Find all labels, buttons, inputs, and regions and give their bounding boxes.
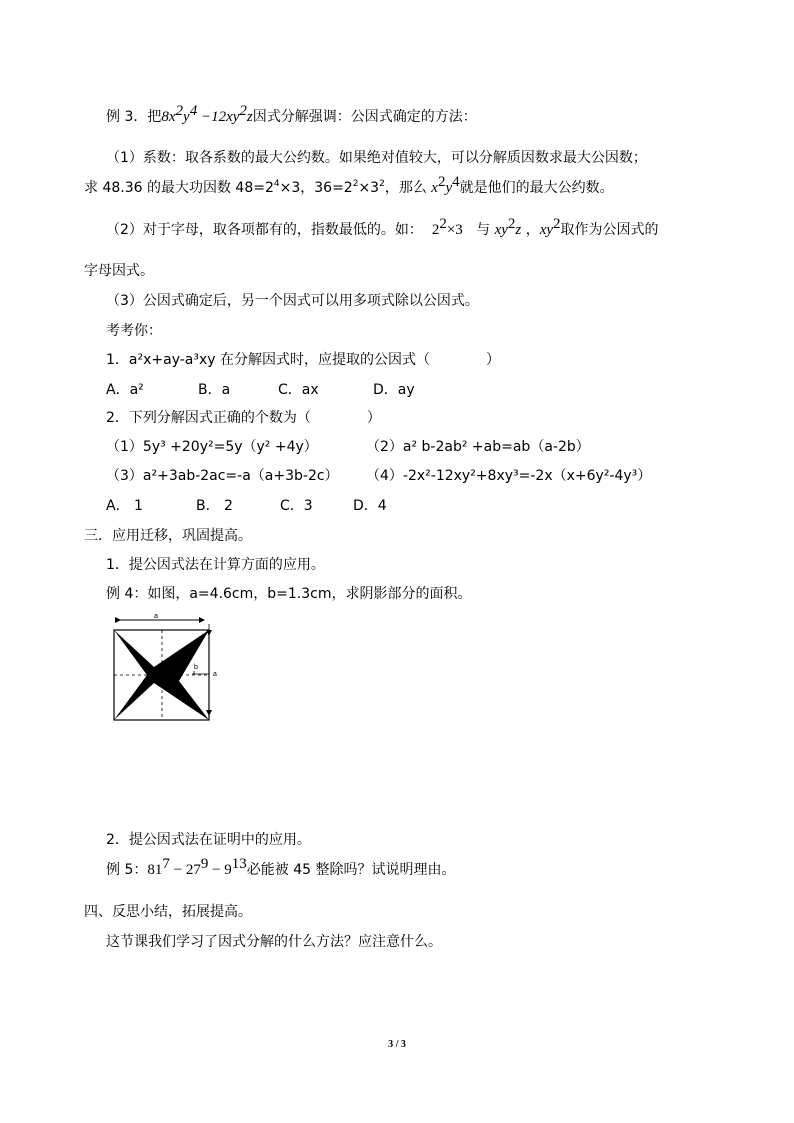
quiz-title: 考考你： — [106, 323, 162, 339]
example-3-suffix: 因式分解强调：公因式确定的方法： — [252, 109, 477, 125]
point-2-line-2: 字母因式。 — [84, 263, 154, 279]
example-5: 例 5：$81^7 - 27^9 - 9^{13}$必能被 45 整除吗？试说明理由。 — [106, 856, 456, 878]
point-1-line-1: （1）系数：取各系数的最大公约数。如果绝对值较大，可以分解质因数求最大公因数； — [106, 150, 647, 166]
quiz-question-2-item-1: （1）5y³ +20y²=5y（y² +4y） — [106, 439, 318, 455]
quiz-question-2-item-2: （2）a² b-2ab² +ab=ab（a-2b） — [366, 439, 590, 455]
option-d: D．4 — [353, 498, 387, 514]
example-3-line — [106, 103, 477, 127]
section-3-item-2: 2．提公因式法在证明中的应用。 — [106, 832, 311, 848]
page-number: 3 / 3 — [388, 1039, 406, 1050]
option-b: B．a — [198, 382, 231, 398]
section-4-heading: 四、反思小结，拓展提高。 — [84, 904, 252, 920]
point-2-line-1: （2）对于字母，取各项都有的，指数最低的。如： $2^2\times 3$ 与 $xy^2z$ ，$xy^2$取作为公因式的 — [106, 216, 659, 238]
example-3-expression: $8x^2y^4 -12xy^2z$ — [161, 103, 253, 125]
option-c: C．3 — [280, 498, 313, 514]
quiz-question-1: 1．a²x+ay-a³xy 在分解因式时，应提取的公因式（ ） — [106, 352, 500, 368]
label-a-right: a — [213, 671, 217, 678]
quiz-question-2-item-3: （3）a²+3ab-2ac=-a（a+3b-2c） — [106, 468, 339, 484]
example-3-prefix: 例 3．把 — [106, 109, 162, 125]
example-4: 例 4：如图，a=4.6cm，b=1.3cm，求阴影部分的面积。 — [106, 586, 472, 602]
option-c: C．ax — [278, 382, 319, 398]
quiz-question-2-item-4: （4）-2x²-12xy²+8xy³=-2x（x+6y²-4y³） — [366, 468, 652, 484]
point-1-line-2: 求 48.36 的最大功因数 $48=2^4\times 3$，$36=2^2\times 3^2$，那么 $x^2y^4$就是他们的最大公约数。 — [84, 174, 614, 196]
option-b: B． 2 — [196, 498, 233, 514]
section-4-text: 这节课我们学习了因式分解的什么方法？应注意什么。 — [106, 934, 442, 950]
section-3-item-1: 1．提公因式法在计算方面的应用。 — [106, 557, 325, 573]
shaded-star-figure — [110, 610, 230, 726]
quiz-question-2: 2．下列分解因式正确的个数为（ ） — [106, 410, 381, 426]
option-a: A． 1 — [106, 498, 143, 514]
quiz-question-1-options — [106, 380, 415, 400]
quiz-question-2-options — [106, 496, 387, 516]
section-3-heading: 三．应用迁移，巩固提高。 — [84, 528, 252, 544]
option-a: A．a² — [106, 382, 144, 398]
option-d: D．ay — [373, 382, 415, 398]
label-a-top: a — [154, 613, 158, 620]
label-b: b — [194, 664, 198, 671]
point-3: （3）公因式确定后，另一个因式可以用多项式除以公因式。 — [106, 293, 479, 309]
